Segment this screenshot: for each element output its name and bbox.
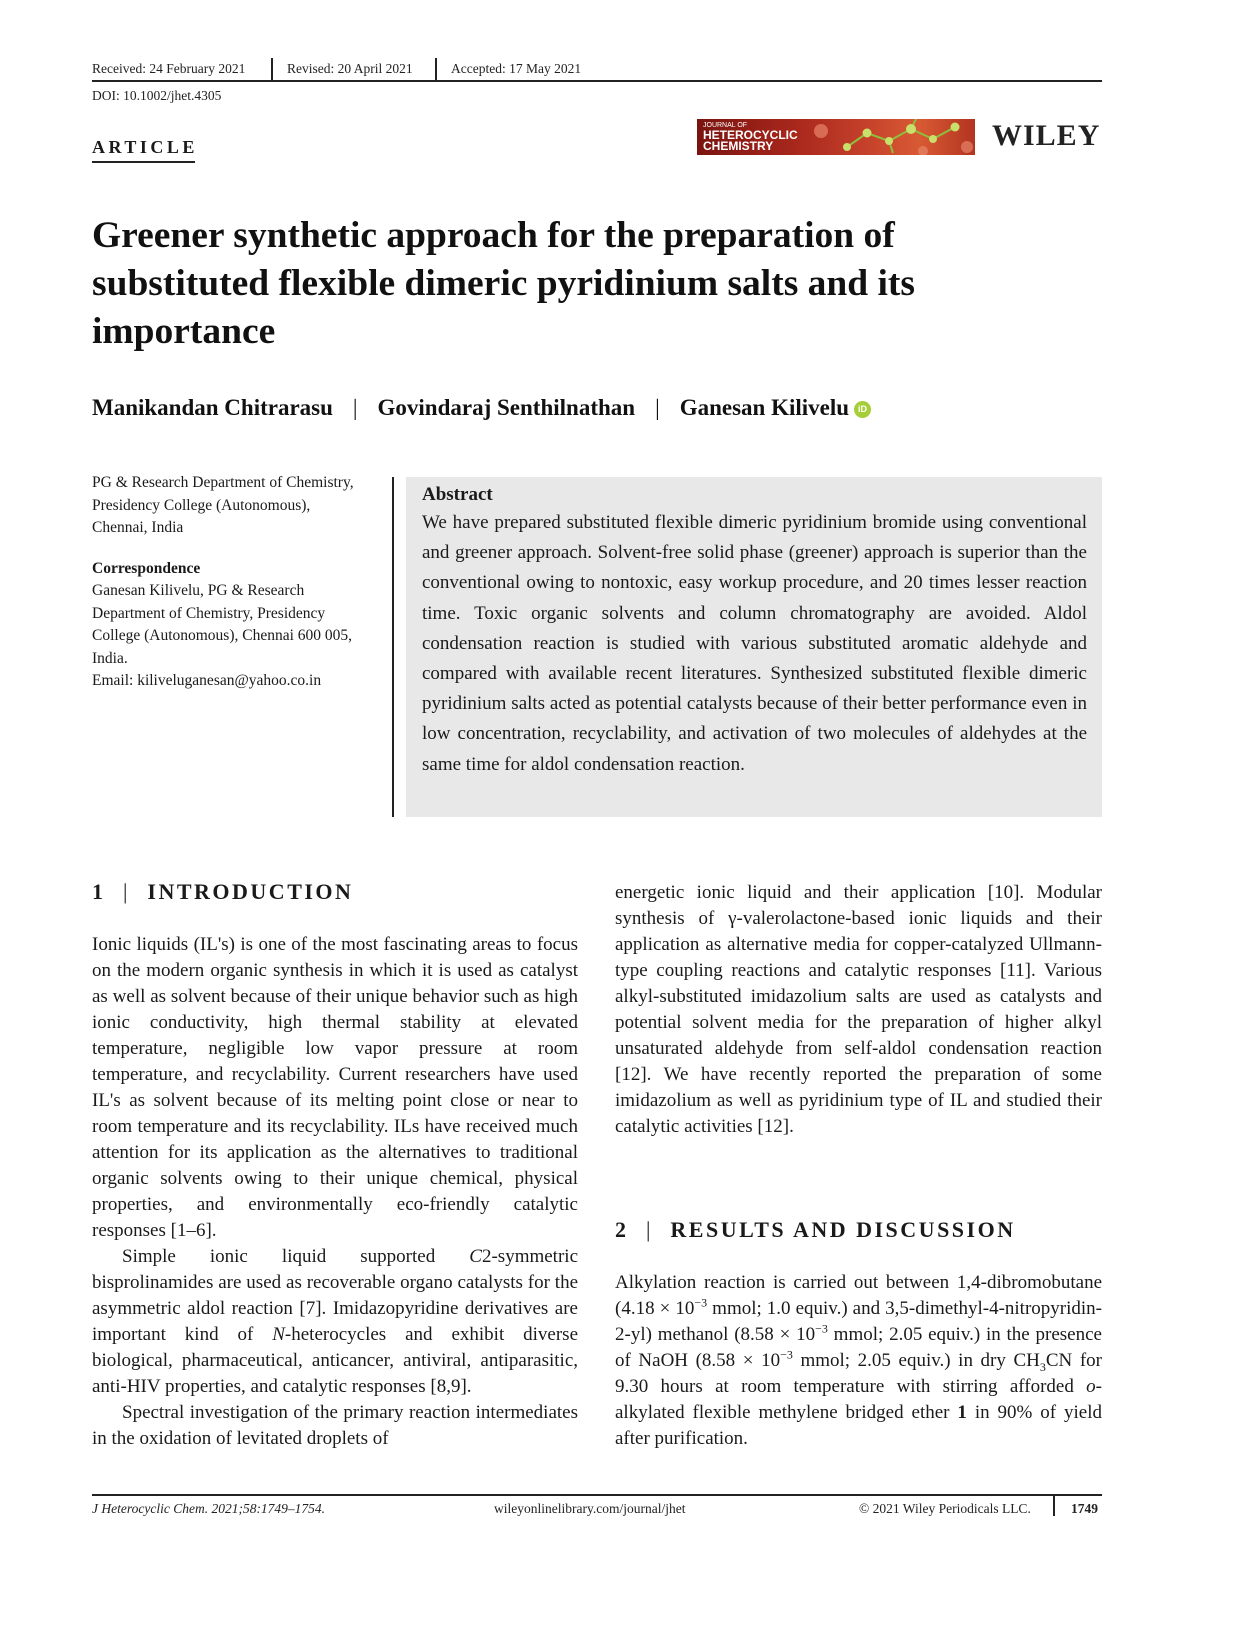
paragraph: Ionic liquids (IL's) is one of the most fascinating areas to focus on the modern organic synthesis in which it is used as catalyst as well as solvent because of their unique behavior such as high ionic conductivity, high thermal stability at elevated temperature, negligible low vapor pressure at room temperature, and recyclability. Current researchers have used IL's as solvent because of its melting point close or near to room temperature and its recyclability. ILs have received much attention for its application as the alternatives to traditional organic solvents owing to their unique chemical, physical properties, and environmentally eco-friendly catalytic responses [1–6]. [92,934,578,1241]
footer-separator [1053,1495,1055,1516]
affiliation-block: PG & Research Department of Chemistry, Presidency College (Autonomous), Chennai, India Correspondence Ganesan Kilivelu, PG & Research Department of Chemistry, Presidency College (Autonomous), Chennai 600 005, India. Email: kiliveluganesan@yahoo.co.in [92,472,387,693]
abstract-box [406,477,1102,817]
received-date: Received: 24 February 2021 [92,61,246,76]
footer-url[interactable]: wileyonlinelibrary.com/journal/jhet [494,1501,686,1516]
paragraph: Alkylation reaction is carried out between 1,4-dibromobutane ($4.18 \times 10^{-3}$ mmol; 1.0 equiv.) and 3,5-dimethyl-4-nitropyridin-2-yl) methanol ($8.58 \times 10^{-3}$ mmol; 2.05 equiv.) in the presence of NaOH ($8.58 \times 10^{-3}$ mmol; 2.05 equiv.) in dry $CH_3CN$ for 9.30 hours at room temperature with stirring afforded o-alkylated flexible methylene bridged ether 1 in 90% of yield after purification. [615,1272,1103,1449]
accepted-date: Accepted: 17 May 2021 [451,61,582,76]
right-column-paragraph [615,880,1102,1140]
author-name[interactable]: Govindaraj Senthilnathan [377,395,636,420]
journal-logo-text: JOURNAL OF HETEROCYCLIC CHEMISTRY [703,122,798,153]
abstract-divider [392,477,394,817]
correspondence-email[interactable]: Email: kiliveluganesan@yahoo.co.in [92,672,322,689]
header-rule [92,80,1102,82]
footer-copyright: © 2021 Wiley Periodicals LLC. [859,1501,1031,1516]
section-heading-results: 2 | RESULTS AND DISCUSSION [615,1217,1016,1242]
footer-rule [92,1494,1102,1496]
doi[interactable]: DOI: 10.1002/jhet.4305 [92,88,222,103]
revised-date: Revised: 20 April 2021 [287,61,413,76]
paragraph: Simple ionic liquid supported C2-symmetric bisprolinamides are used as recoverable organo catalysts for the asymmetric aldol reaction [7]. Imidazopyridine derivatives are important kind of N-heterocycles and exhibit diverse biological, pharmaceutical, anticancer, antiviral, antiparasitic, anti-HIV properties, and catalytic responses [8,9]. [92,1246,579,1397]
publisher-logo: WILEY [992,119,1101,152]
abstract-text: We have prepared substituted flexible dimeric pyridinium bromide using conventional and greener approach. Solvent-free solid phase (greener) approach is superior than the conventional owing to nontoxic, easy workup procedure, and 20 times lesser reaction time. Toxic organic solvents and column chromatography are avoided. Aldol condensation reaction is studied with various substituted aromatic aldehyde and compared with available recent literatures. Synthesized substituted flexible dimeric pyridinium salts acted as potential catalysts because of their better performance even in low concentration, recyclability, and activation of two molecules of aldehydes at the same time for aldol condensation reaction. [422,512,1087,775]
abstract-heading: Abstract [422,484,493,505]
results-body [615,1270,1102,1452]
introduction-body [92,932,578,1452]
author-list: Manikandan Chitrarasu | Govindaraj Senthilnathan | Ganesan Kilivelu iD [92,395,871,421]
header-separator [271,58,273,80]
article-title: Greener synthetic approach for the preparation of substituted flexible dimeric pyridinium salts and its importance [92,215,916,352]
page-number: 1749 [1071,1501,1098,1516]
paragraph: energetic ionic liquid and their application [10]. Modular synthesis of γ-valerolactone-based ionic liquids and their application as alternative media for copper-catalyzed Ullmann-type coupling reactions and catalytic responses [11]. Various alkyl-substituted imidazolium salts are used as catalysts and potential solvent media for the preparation of higher alkyl unsaturated aldehyde from self-aldol condensation reaction [12]. We have recently reported the preparation of some imidazolium as well as pyridinium type of IL and studied their catalytic activities [12]. [615,882,1102,1137]
paragraph: Spectral investigation of the primary reaction intermediates in the oxidation of levitated droplets of [92,1402,578,1449]
correspondence-heading: Correspondence [92,559,201,577]
orcid-icon[interactable]: iD [854,401,871,418]
article-label-underline [92,161,195,163]
footer-citation: J Heterocyclic Chem. 2021;58:1749–1754. [92,1501,326,1516]
section-heading-introduction: 1 | INTRODUCTION [92,879,354,904]
article-type-label: ARTICLE [92,137,198,157]
author-name[interactable]: Ganesan Kilivelu [679,395,850,420]
author-name[interactable]: Manikandan Chitrarasu [92,395,333,420]
journal-logo [697,119,975,155]
header-separator [435,58,437,80]
